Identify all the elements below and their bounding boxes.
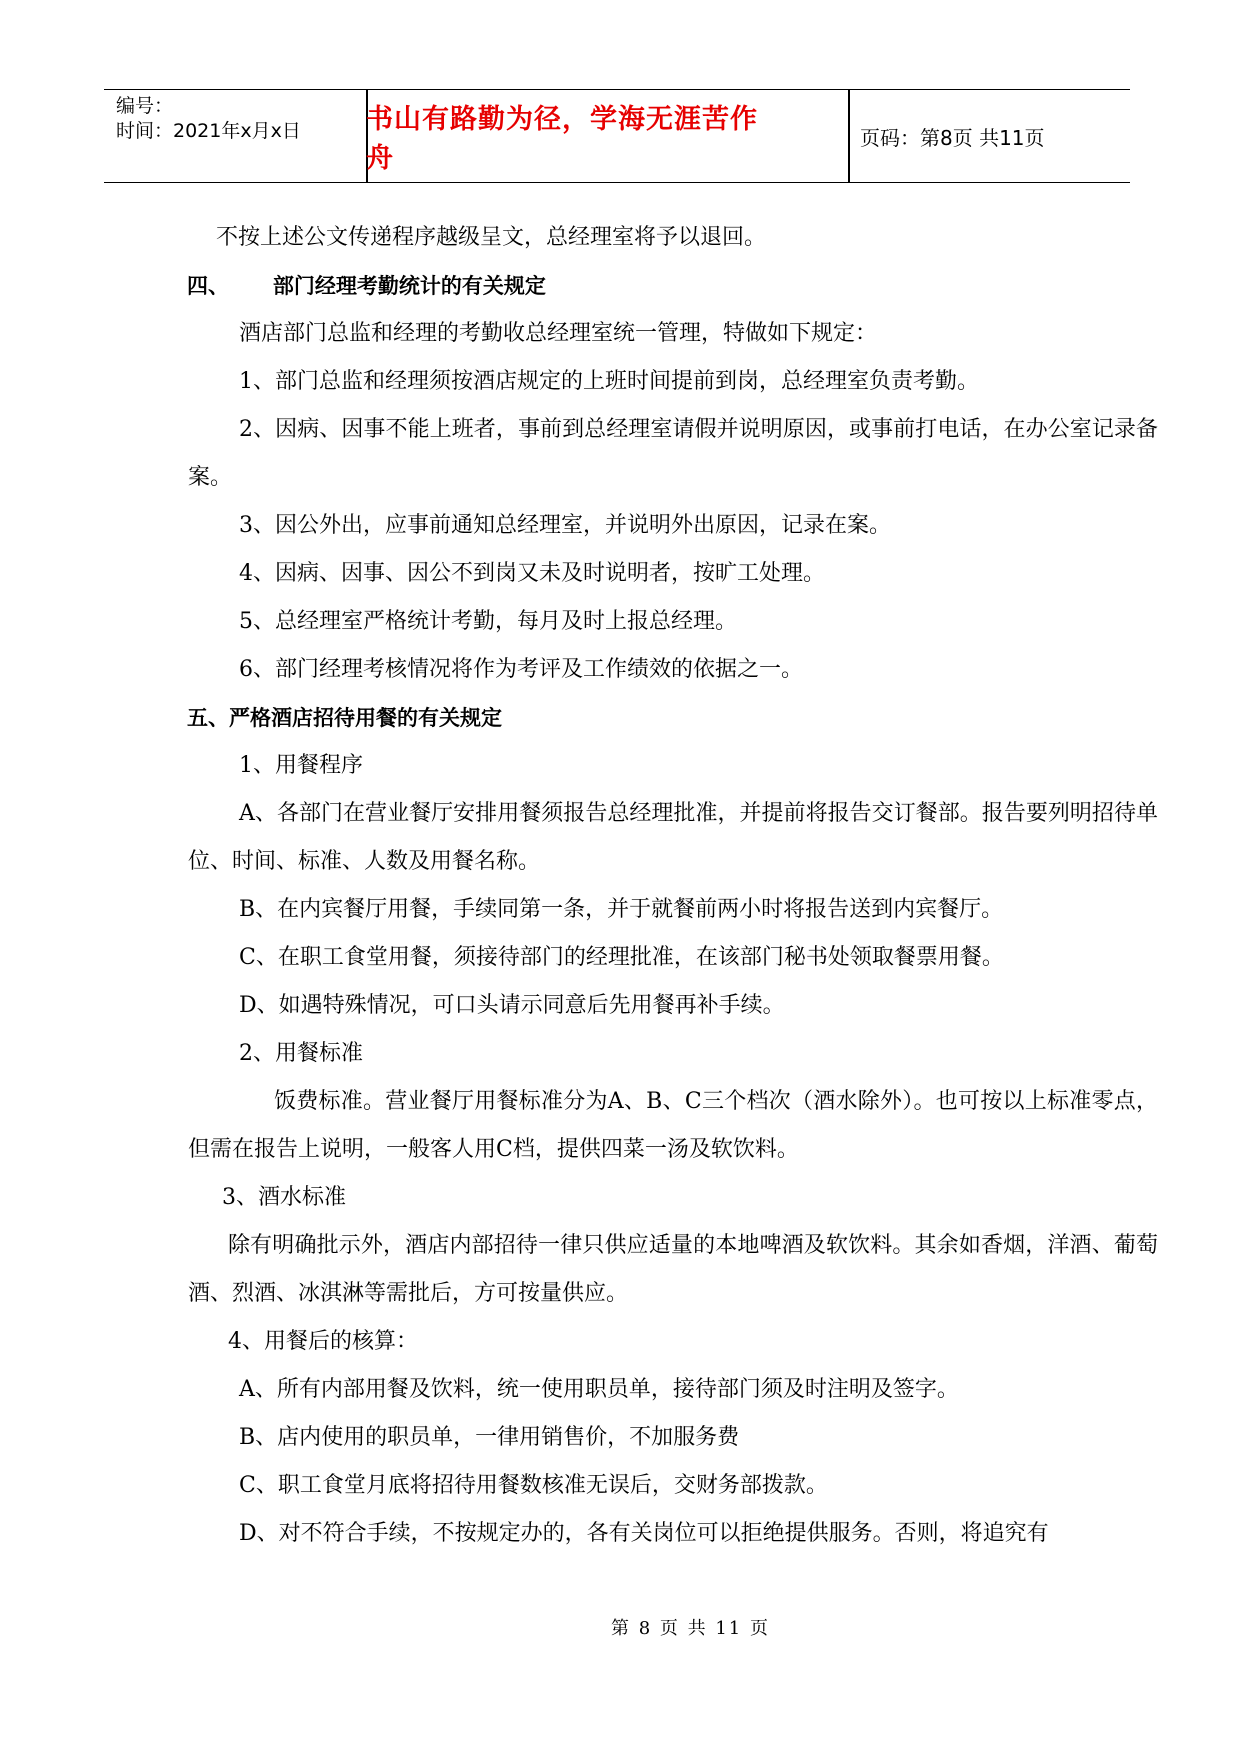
paragraph: A、各部门在营业餐厅安排用餐须报告总经理批准，并提前将报告交订餐部。报告要列明招待单位、时间、标准、人数及用餐名称。 (188, 801, 1158, 874)
paragraph: C、职工食堂月底将招待用餐数核准无误后，交财务部拨款。 (239, 1473, 828, 1498)
paragraph: D、如遇特殊情况，可口头请示同意后先用餐再补手续。 (239, 993, 785, 1018)
paragraph: 2、因病、因事不能上班者，事前到总经理室请假并说明原因，或事前打电话，在办公室记录备案。 (188, 417, 1158, 490)
paragraph: 酒店部门总监和经理的考勤收总经理室统一管理，特做如下规定： (239, 321, 878, 346)
paragraph: D、对不符合手续，不按规定办的，各有关岗位可以拒绝提供服务。否则，将追究有 (239, 1521, 1049, 1546)
section-heading-4: 四、 部门经理考勤统计的有关规定 (187, 274, 546, 298)
paragraph: 3、酒水标准 (222, 1185, 346, 1210)
header-page-number: 页码：第8页 共11页 (860, 125, 1045, 150)
paragraph: A、所有内部用餐及饮料，统一使用职员单，接待部门须及时注明及签字。 (239, 1377, 959, 1402)
document-header (104, 89, 1130, 183)
paragraph: B、在内宾餐厅用餐，手续同第一条，并于就餐前两小时将报告送到内宾餐厅。 (239, 897, 1004, 922)
paragraph: 2、用餐标准 (239, 1041, 363, 1066)
header-divider-right (848, 90, 850, 182)
paragraph: 6、部门经理考核情况将作为考评及工作绩效的依据之一。 (239, 657, 803, 682)
document-body (188, 214, 1158, 1558)
paragraph: B、店内使用的职员单，一律用销售价，不加服务费 (239, 1425, 740, 1450)
paragraph: 3、因公外出，应事前通知总经理室，并说明外出原因，记录在案。 (239, 513, 891, 538)
paragraph: 4、用餐后的核算： (228, 1329, 418, 1354)
paragraph: 5、总经理室严格统计考勤，每月及时上报总经理。 (239, 609, 737, 634)
page-footer: 第 8 页 共 11 页 (611, 1618, 770, 1639)
paragraph: 饭费标准。营业餐厅用餐标准分为A、B、C三个档次（酒水除外）。也可按以上标准零点，但需在报告上说明，一般客人用C档，提供四菜一汤及软饮料。 (188, 1089, 1158, 1162)
header-number: 编号： (116, 95, 174, 117)
paragraph: 1、用餐程序 (239, 753, 363, 778)
paragraph: 4、因病、因事、因公不到岗又未及时说明者，按旷工处理。 (239, 561, 825, 586)
section-heading-5: 五、严格酒店招待用餐的有关规定 (187, 706, 502, 730)
paragraph: C、在职工食堂用餐，须接待部门的经理批准，在该部门秘书处领取餐票用餐。 (239, 945, 1004, 970)
header-meta (116, 94, 366, 144)
header-time: 时间：2021年x月x日 (116, 120, 301, 142)
paragraph: 不按上述公文传递程序越级呈文，总经理室将予以退回。 (216, 225, 767, 250)
paragraph: 除有明确批示外，酒店内部招待一律只供应适量的本地啤酒及软饮料。其余如香烟，洋酒、葡萄酒、烈酒、冰淇淋等需批后，方可按量供应。 (188, 1233, 1158, 1306)
header-motto: 书山有路勤为径，学海无涯苦作舟 (366, 104, 758, 174)
paragraph: 1、部门总监和经理须按酒店规定的上班时间提前到岗，总经理室负责考勤。 (239, 369, 979, 394)
